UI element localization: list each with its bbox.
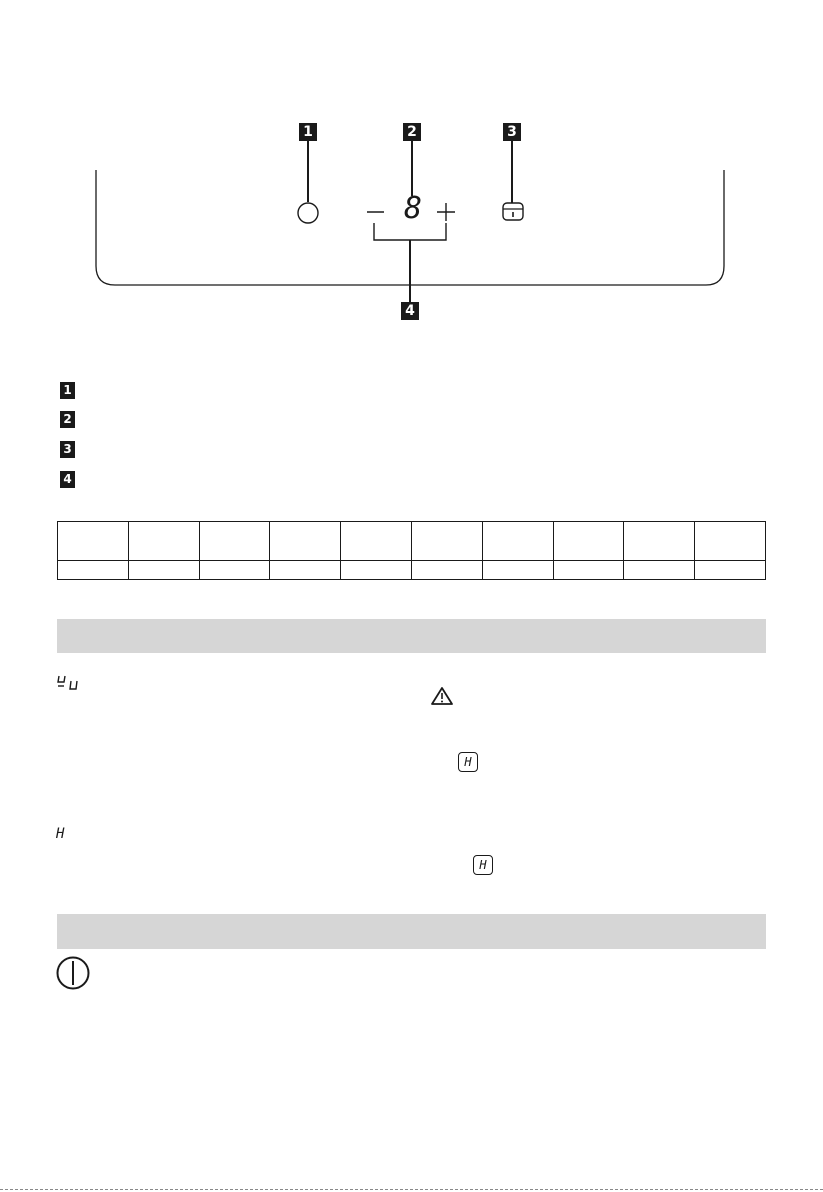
power-level-table [57,521,766,580]
plus-icon [437,203,455,221]
table-cell [199,561,270,580]
table-cell [695,522,766,561]
legend-number-1: 1 [60,382,75,399]
table-cell [695,561,766,580]
callout-1: 1 [299,123,317,141]
table-cell [482,522,553,561]
lock-icon [503,203,523,220]
table-cell [553,522,624,561]
table-cell [624,522,695,561]
table-cell [411,561,482,580]
table-row [58,561,766,580]
legend-number-4: 4 [60,471,75,488]
table-cell [624,561,695,580]
legend-number-2: 2 [60,411,75,428]
page-edge-rule [0,1189,823,1190]
residual-heat-display-icon: H [458,752,478,772]
residual-heat-display-icon: H [473,855,493,875]
residual-heat-segment-icon [54,674,86,694]
table-cell [128,561,199,580]
panel-drawing [0,0,823,330]
table-cell [128,522,199,561]
section-header-bar [57,619,766,653]
legend-number-3: 3 [60,441,75,458]
residual-heat-indicator: H [56,826,65,842]
table-cell [553,561,624,580]
table-cell [58,561,129,580]
table-cell [58,522,129,561]
table-cell [341,561,412,580]
table-cell [341,522,412,561]
on-off-icon [55,955,91,991]
callout-3: 3 [503,123,521,141]
table-cell [411,522,482,561]
callout-4: 4 [401,302,419,320]
on-off-icon [298,203,318,223]
section-header-bar [57,914,766,949]
callout-2: 2 [403,123,421,141]
table-cell [270,561,341,580]
table-cell [482,561,553,580]
power-level-display: 8 [403,191,423,226]
table-cell [270,522,341,561]
table-row [58,522,766,561]
table-cell [199,522,270,561]
warning-icon [430,686,454,706]
